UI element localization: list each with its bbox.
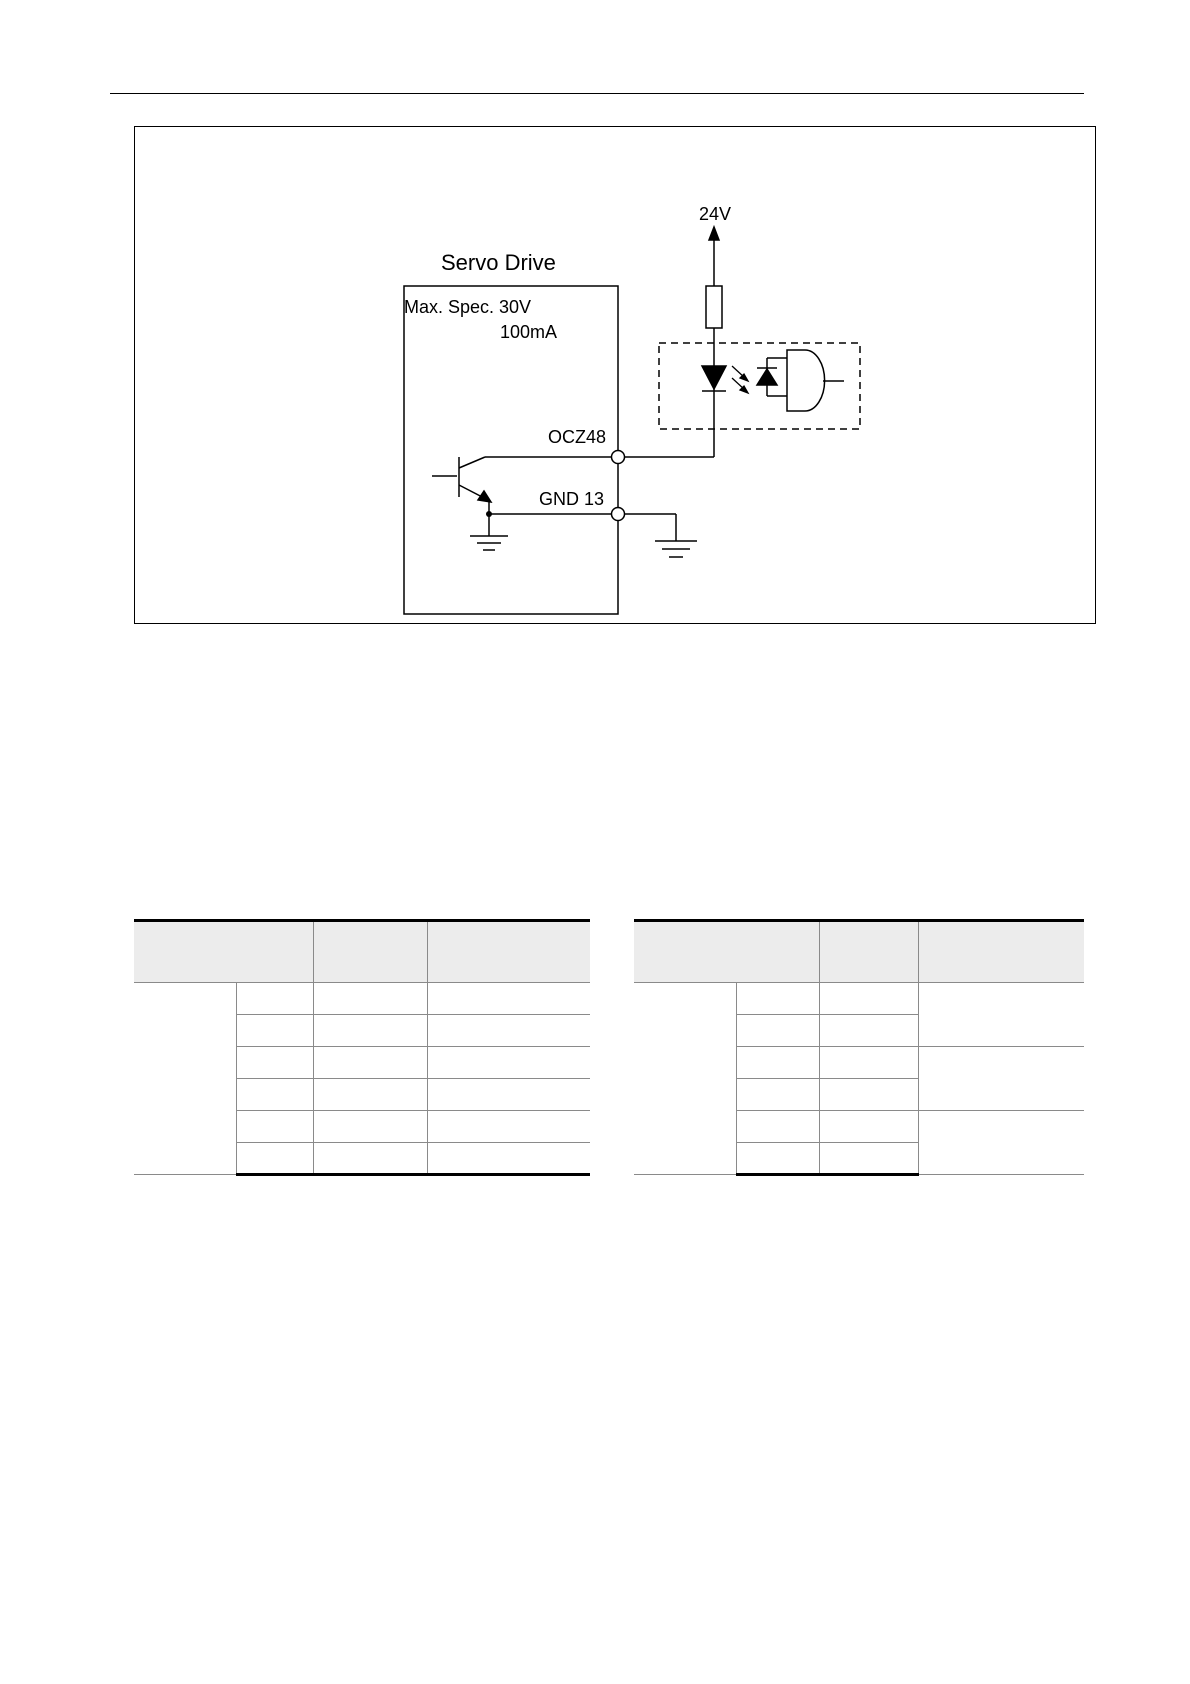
header-cell [634,921,819,983]
supply-arrow-icon [709,227,719,286]
table-cell [313,1143,427,1175]
resistor-icon [706,286,722,328]
pin-gnd13-label: GND 13 [539,489,605,509]
terminal-ocz48 [612,451,625,464]
header-cell [819,921,918,983]
table-cell [427,1079,590,1111]
spec-voltage-label: Max. Spec. 30V [404,297,532,317]
table-cell [427,1143,590,1175]
merged-cell [918,1111,1084,1175]
table-cell [313,1015,427,1047]
table-cell [736,1111,819,1143]
table-cell [736,1047,819,1079]
servo-drive-title: Servo Drive [441,250,556,275]
light-arrows-icon [732,366,748,393]
merged-cell [918,1047,1084,1111]
led-icon [702,366,726,394]
table-cell [736,1015,819,1047]
table-cell [819,1079,918,1111]
table-cell [313,1047,427,1079]
table-cell [427,1111,590,1143]
table-cell [313,1079,427,1111]
table-cell [736,1143,819,1175]
supply-voltage-label: 24V [699,204,732,224]
table-cell [313,1111,427,1143]
left-io-table [134,919,590,1176]
spec-current-label: 100mA [500,322,558,342]
table-cell [819,1047,918,1079]
table-cell [736,1079,819,1111]
group-cell [634,983,736,1175]
table-cell [313,983,427,1015]
table-row [134,983,590,1015]
gate-icon [787,350,825,411]
photodiode-icon [757,358,787,396]
table-cell [819,1143,918,1175]
header-cell [427,921,590,983]
pin-ocz48-label: OCZ48 [548,427,607,447]
table-cell [819,983,918,1015]
table-cell [427,1015,590,1047]
ground-icon [470,514,508,550]
table-header-row [634,921,1084,983]
terminal-gnd13 [612,508,625,521]
table-cell [819,1015,918,1047]
merged-cell [918,983,1084,1047]
table-header-row [134,921,590,983]
table-cell [427,1047,590,1079]
external-ground-icon [655,541,697,557]
table-cell [236,1079,313,1111]
header-cell [313,921,427,983]
table-cell [819,1111,918,1143]
table-row [634,983,1084,1015]
right-io-table [634,919,1084,1176]
group-cell [134,983,236,1175]
header-cell [918,921,1084,983]
table-cell [236,1111,313,1143]
table-cell [427,983,590,1015]
table-cell [236,1143,313,1175]
table-cell [736,983,819,1015]
table-cell [236,1015,313,1047]
optocoupler-box [659,343,860,429]
table-cell [236,983,313,1015]
table-cell [236,1047,313,1079]
circuit-diagram [0,0,1190,700]
header-cell [134,921,313,983]
